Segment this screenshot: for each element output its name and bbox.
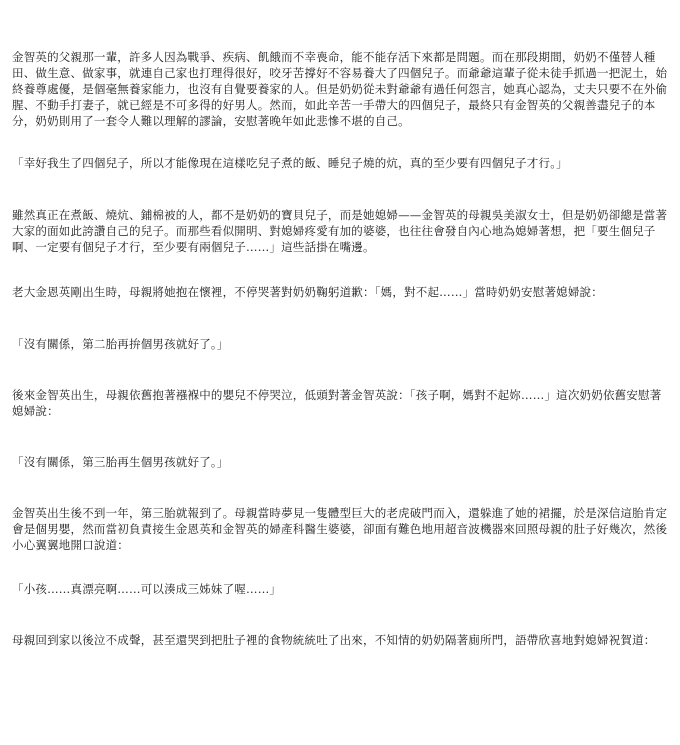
paragraph-first-daughter: 老大金恩英剛出生時，母親將她抱在懷裡，不停哭著對奶奶鞠躬道歉：「媽，對不起……」當時奶奶安慰著媳婦說： [12, 285, 603, 299]
quote-second-child: 「沒有關係，第二胎再拚個男孩就好了。」 [12, 337, 229, 351]
quote-four-sons: 「幸好我生了四個兒子，所以才能像現在這樣吃兒子煮的飯、睡兒子燒的炕，真的至少要有四個兒子才行。」 [12, 156, 568, 170]
paragraph-second-daughter: 後來金智英出生，母親依舊抱著襁褓中的嬰兒不停哭泣，低頭對著金智英說：「孩子啊，媽對不起妳……」這次奶奶依舊安慰著媳婦說： [12, 388, 662, 418]
quote-three-sisters: 「小孩……真漂亮啊……可以湊成三姊妹了喔……」 [12, 582, 282, 596]
paragraph-third-pregnancy: 金智英出生後不到一年，第三胎就報到了。母親當時夢見一隻體型巨大的老虎破門而入，還躲進了她的裙擺，於是深信這胎肯定會是個男嬰，然而當初負責接生金恩英和金智英的婦產科醫生婆婆，卻面有難色地用超音波機器來回照母親的肚子好幾次，然後小心翼翼地開口說道： [12, 506, 668, 552]
paragraph-mother-returns-home: 母親回到家以後泣不成聲，甚至還哭到把肚子裡的食物統統吐了出來，不知情的奶奶隔著廁所門，語帶欣喜地對媳婦祝賀道： [12, 633, 656, 647]
paragraph-mother-in-law: 雖然真正在煮飯、燒炕、鋪棉被的人，都不是奶奶的寶貝兒子，而是她媳婦——金智英的母親吳美淑女士，但是奶奶卻總是當著大家的面如此誇讚自己的兒子。而那些看似開明、對媳婦疼愛有加的婆婆，也往往會發自內心地為媳婦著想，把「要生個兒子啊、一定要有個兒子才行，至少要有兩個兒子……」這些話掛在嘴邊。 [12, 208, 668, 254]
paragraph-father-generation: 金智英的父親那一輩，許多人因為戰爭、疾病、飢餓而不幸喪命，能不能存活下來都是問題。而在那段期間，奶奶不僅替人種田、做生意、做家事，就連自己家也打理得很好，咬牙苦撐好不容易養大了四個兒子。而爺爺這輩子從未徒手抓過一把泥土，始終養尊處優，是個毫無養家能力，也沒有自覺要養家的人。但是奶奶從未對爺爺有過任何怨言，她真心認為，丈夫只要不在外偷腥、不動手打妻子，就已經是不可多得的好男人。然而，如此辛苦一手帶大的四個兒子，最終只有金智英的父親善盡兒子的本分，奶奶則用了一套令人難以理解的謬論，安慰著晚年如此悲慘不堪的自己。 [12, 50, 668, 128]
quote-third-child: 「沒有關係，第三胎再生個男孩就好了。」 [12, 455, 229, 469]
